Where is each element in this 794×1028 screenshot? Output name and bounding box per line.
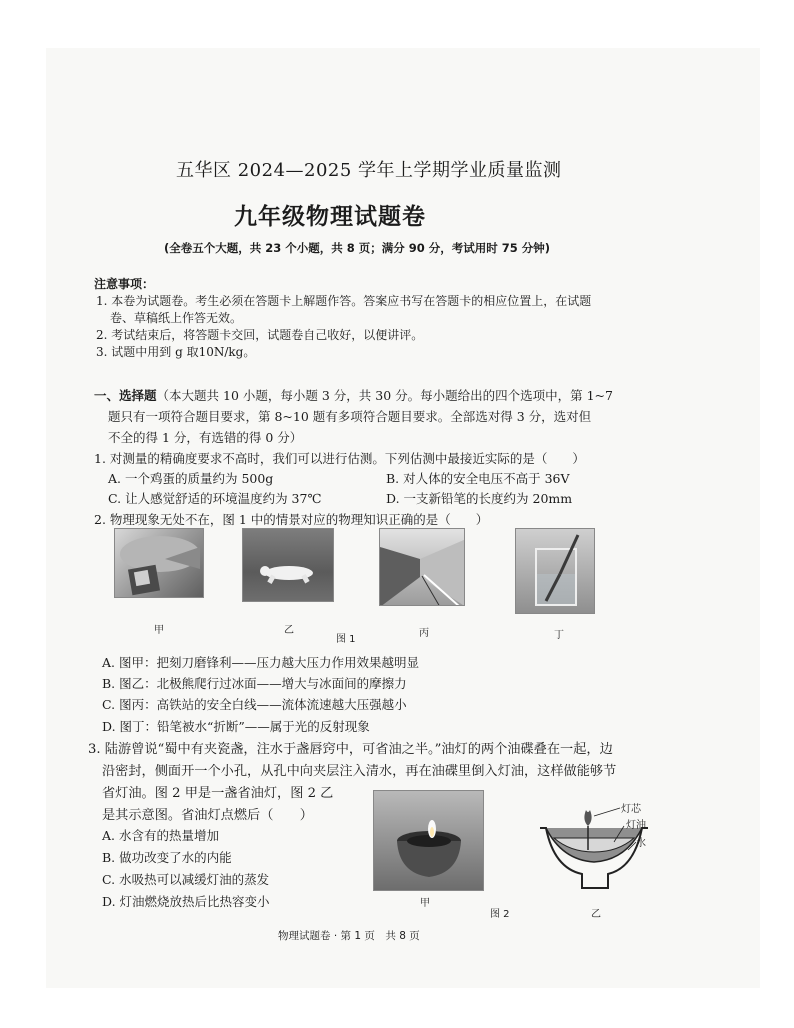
figure-2-label-water: 水 bbox=[636, 838, 646, 849]
figure-1-caption-ding: 丁 bbox=[554, 630, 564, 641]
question-3-option-b: B. 做功改变了水的内能 bbox=[102, 850, 232, 865]
question-2-option-b: B. 图乙：北极熊爬行过冰面——增大与冰面间的摩擦力 bbox=[102, 676, 407, 691]
exam-info: (全卷五个大题，共 23 个小题，共 8 页；满分 90 分，考试用时 75 分钟) bbox=[164, 241, 551, 255]
polar-bear-on-ice-illustration bbox=[243, 529, 334, 602]
notice-item: 3. 试题中用到 g 取10N/kg。 bbox=[96, 345, 256, 359]
pencil-in-water-glass-illustration bbox=[516, 529, 595, 614]
question-3-option-c: C. 水吸热可以减缓灯油的蒸发 bbox=[102, 872, 270, 887]
figure-2-caption-jia: 甲 bbox=[420, 898, 430, 909]
section-rule-line: 题只有一项符合题目要求，第 8~10 题有多项符合题目要求。全部选对得 3 分，选对但 bbox=[108, 409, 592, 424]
question-1-option-d: D. 一支新铅笔的长度约为 20mm bbox=[386, 491, 573, 506]
figure-1-photo-bing bbox=[379, 528, 465, 606]
figure-2-label: 图 2 bbox=[490, 909, 510, 920]
exam-page bbox=[46, 48, 760, 988]
notice-item: 卷、草稿纸上作答无效。 bbox=[110, 311, 243, 325]
figure-1-caption-jia: 甲 bbox=[154, 625, 164, 636]
question-3-option-d: D. 灯油燃烧放热后比热容变小 bbox=[102, 894, 270, 909]
notice-item: 1. 本卷为试题卷。考生必须在答题卡上解题作答。答案应书写在答题卡的相应位置上，在试题 bbox=[96, 294, 592, 308]
question-1-stem: 1. 对测量的精确度要求不高时，我们可以进行估测。下列估测中最接近实际的是（ ） bbox=[94, 451, 585, 466]
page-footer: 物理试题卷 · 第 1 页 共 8 页 bbox=[278, 930, 420, 942]
figure-2-label-wick: 灯芯 bbox=[621, 804, 641, 815]
exam-title: 五华区 2024—2025 学年上学期学业质量监测 bbox=[176, 160, 562, 181]
section-rule-line: （本大题共 10 小题，每小题 3 分，共 30 分。每小题给出的四个选项中，第 1~7 bbox=[156, 388, 613, 403]
section-label: 一、选择题 bbox=[94, 388, 157, 403]
figure-1-caption-bing: 丙 bbox=[419, 628, 429, 639]
section-intro bbox=[94, 386, 613, 404]
figure-2-label-oil: 灯油 bbox=[626, 820, 646, 831]
question-3-stem-line: 沿密封，侧面开一个小孔，从孔中向夹层注入清水，再在油碟里倒入灯油，这样做能够节 bbox=[102, 764, 617, 779]
notice-heading: 注意事项： bbox=[94, 277, 155, 291]
question-2-option-a: A. 图甲：把刻刀磨锋利——压力越大压力作用效果越明显 bbox=[102, 655, 419, 670]
question-3-stem-line: 省灯油。图 2 甲是一盏省油灯，图 2 乙 bbox=[102, 786, 334, 801]
question-1-option-a: A. 一个鸡蛋的质量约为 500g bbox=[108, 471, 274, 486]
exam-subject-title: 九年级物理试题卷 bbox=[234, 204, 426, 230]
question-2-stem: 2. 物理现象无处不在，图 1 中的情景对应的物理知识正确的是（ ） bbox=[94, 512, 489, 527]
question-2-option-d: D. 图丁：铅笔被水“折断”——属于光的反射现象 bbox=[102, 719, 370, 734]
figure-1-photo-ding bbox=[515, 528, 595, 614]
question-3-stem-line: 3. 陆游曾说“蜀中有夹瓷盏，注水于盏唇窍中，可省油之半。”油灯的两个油碟叠在一起，边 bbox=[88, 742, 613, 757]
figure-2-caption-yi: 乙 bbox=[591, 909, 601, 920]
figure-1-label: 图 1 bbox=[336, 634, 356, 645]
question-1-option-b: B. 对人体的安全电压不高于 36V bbox=[386, 471, 570, 486]
carving-knife-sharpening-illustration bbox=[115, 529, 204, 598]
figure-1-photo-yi bbox=[242, 528, 334, 602]
question-3-option-a: A. 水含有的热量增加 bbox=[102, 828, 219, 843]
figure-1-caption-yi: 乙 bbox=[284, 625, 294, 636]
question-3-stem-line: 是其示意图。省油灯点燃后（ ） bbox=[102, 808, 313, 823]
figure-1-photo-jia bbox=[114, 528, 204, 598]
high-speed-rail-platform-illustration bbox=[380, 529, 465, 606]
question-2-option-c: C. 图丙：高铁站的安全白线——流体流速越大压强越小 bbox=[102, 697, 407, 712]
question-1-option-c: C. 让人感觉舒适的环境温度约为 37℃ bbox=[108, 491, 322, 506]
section-rule-line: 不全的得 1 分，有选错的得 0 分） bbox=[108, 430, 303, 445]
notice-item: 2. 考试结束后，将答题卡交回，试题卷自己收好，以便讲评。 bbox=[96, 328, 424, 342]
figure-2-photo-oil-lamp bbox=[373, 790, 484, 891]
oil-lamp-photo-illustration bbox=[374, 791, 484, 891]
